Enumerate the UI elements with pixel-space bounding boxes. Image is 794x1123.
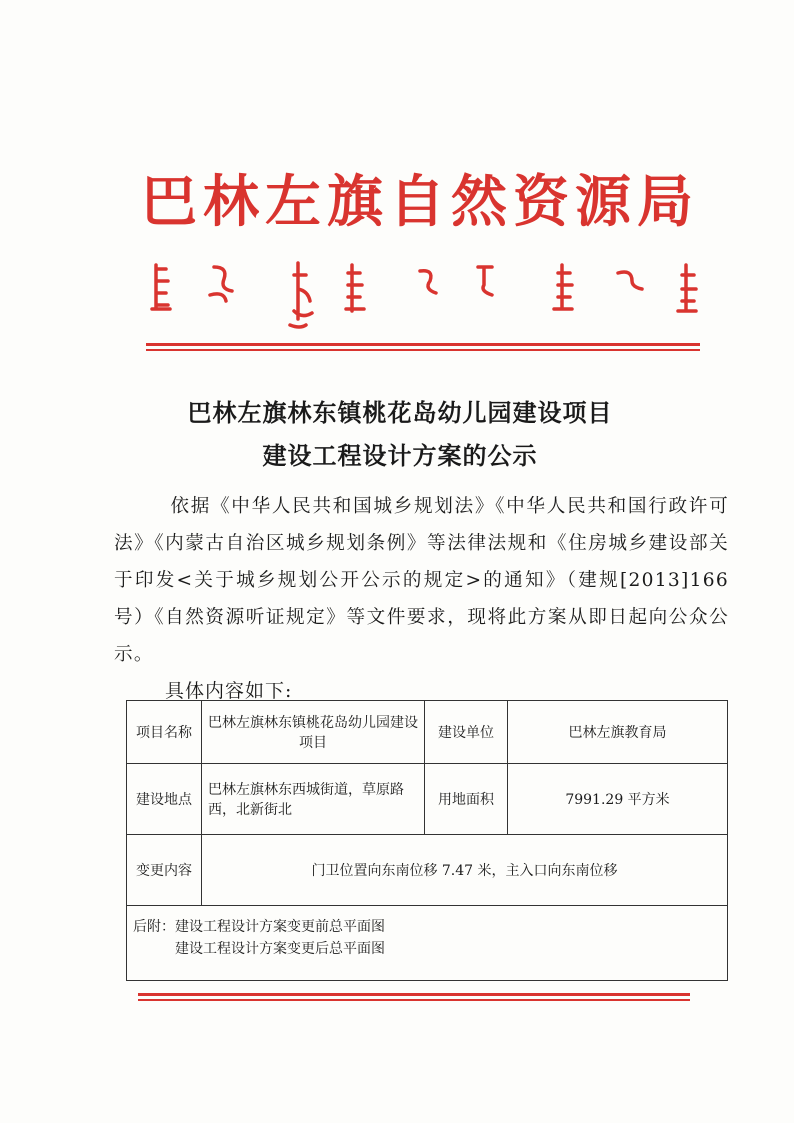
change-value: 门卫位置向东南位移 7.47 米，主入口向东南位移	[202, 835, 728, 906]
project-name-label: 项目名称	[127, 701, 202, 764]
land-area-label: 用地面积	[425, 764, 508, 835]
attachment-item: 建设工程设计方案变更后总平面图	[175, 941, 385, 957]
location-label: 建设地点	[127, 764, 202, 835]
project-info-table	[126, 700, 728, 981]
body-paragraph	[114, 488, 729, 673]
table-row	[127, 764, 728, 835]
attachment-item: 建设工程设计方案变更前总平面图	[175, 919, 385, 935]
location-value: 巴林左旗林东西城街道，草原路西，北新街北	[202, 764, 425, 835]
table-row	[127, 835, 728, 906]
body-text: 依据《中华人民共和国城乡规划法》《中华人民共和国行政许可法》《内蒙古自治区城乡规划条例》等法律法规和《住房城乡建设部关于印发<关于城乡规划公开公示的规定>的通知》（建规[2013]166号）《自然资源听证规定》等文件要求，现将此方案从即日起向公众公示。	[114, 496, 729, 665]
project-name-value: 巴林左旗林东镇桃花岛幼儿园建设项目	[202, 701, 425, 764]
header-rule-thin	[146, 349, 700, 351]
intro-line: 具体内容如下:	[165, 680, 293, 702]
land-area-value: 7991.29 平方米	[508, 764, 728, 835]
footer-rule-thin	[138, 999, 690, 1001]
agency-name-header: 巴林左旗自然资源局	[141, 170, 699, 235]
attachments-cell	[127, 906, 728, 981]
construction-unit-label: 建设单位	[425, 701, 508, 764]
table-row	[127, 906, 728, 981]
document-title-line1: 巴林左旗林东镇桃花岛幼儿园建设项目	[187, 399, 613, 427]
change-label: 变更内容	[127, 835, 202, 906]
construction-unit-value: 巴林左旗教育局	[508, 701, 728, 764]
table-row	[127, 701, 728, 764]
document-title-line2: 建设工程设计方案的公示	[262, 442, 538, 470]
footer-rule-thick	[138, 993, 690, 996]
attachment-prefix: 后附：	[133, 919, 175, 935]
header-rule-thick	[146, 343, 700, 346]
mongolian-script-header	[148, 255, 708, 335]
